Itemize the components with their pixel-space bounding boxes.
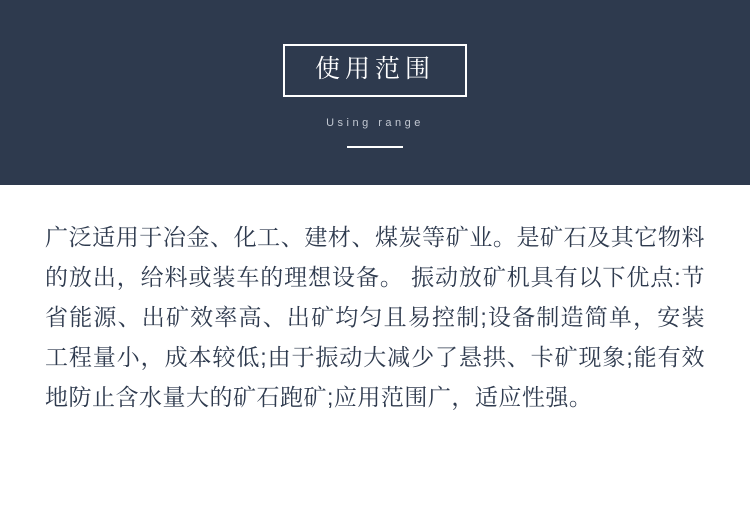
section-subtitle: Using range	[326, 117, 424, 129]
content-area	[0, 185, 750, 514]
page-title: 使用范围	[314, 55, 435, 83]
title-divider	[347, 146, 403, 148]
description-paragraph: 广泛适用于冶金、化工、建材、煤炭等矿业。是矿石及其它物料的放出，给料或装车的理想设备。 振动放矿机具有以下优点:节省能源、出矿效率高、出矿均匀且易控制;设备制造简单，安装工程量小，成本较低;由于振动大减少了悬拱、卡矿现象;能有效地防止含水量大的矿石跑矿;应用范围广，适应性强。	[45, 224, 705, 410]
header-banner	[0, 0, 750, 185]
section-title-box	[283, 44, 467, 97]
